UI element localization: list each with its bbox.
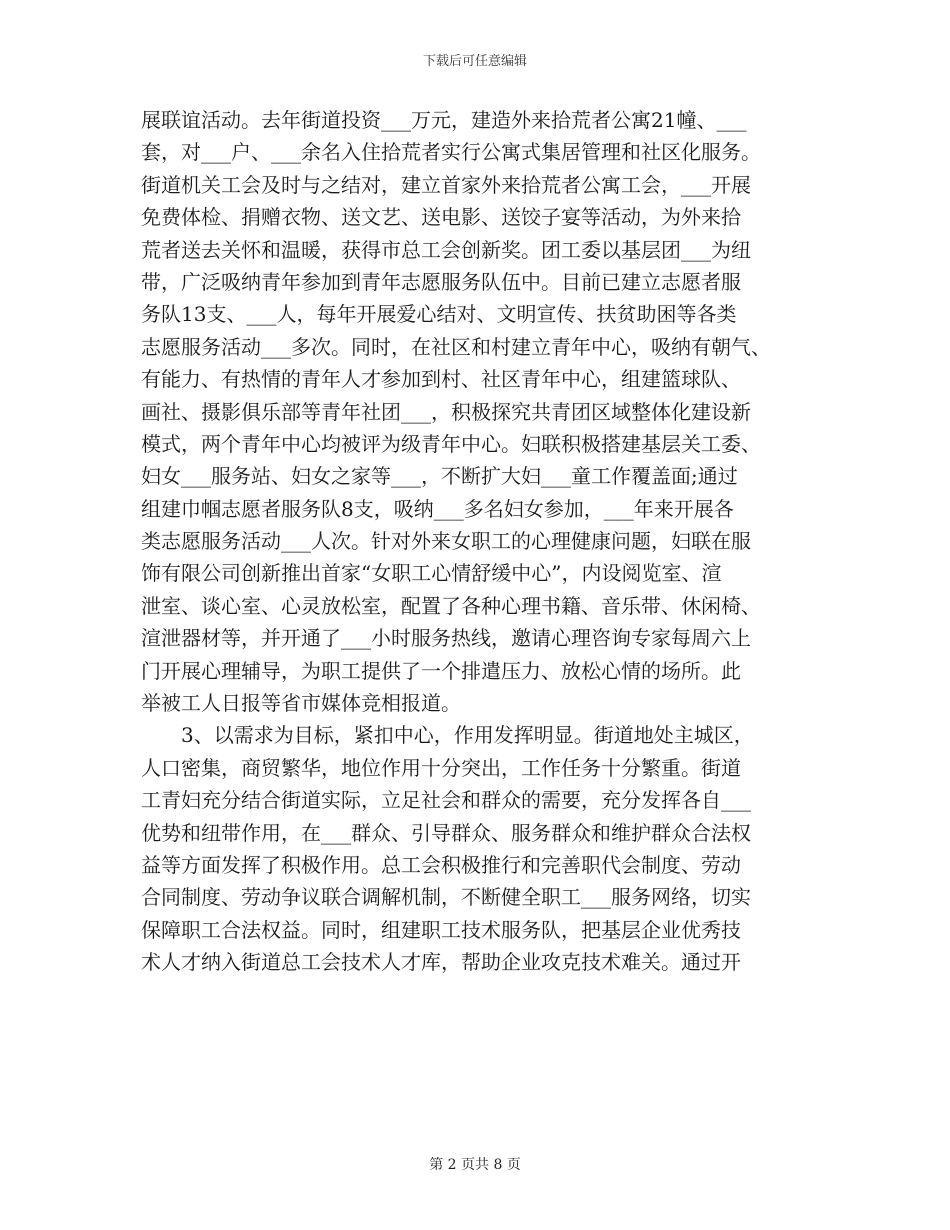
body-line: 街道机关工会及时与之结对，建立首家外来拾荒者公寓工会，___开展 [141,172,751,197]
page-header-note: 下载后可任意编辑 [422,54,527,69]
body-line: 妇女___服务站、妇女之家等___，不断扩大妇___童工作覆盖面;通过 [141,464,738,489]
body-line: 益等方面发挥了积极作用。总工会积极推行和完善职代会制度、劳动 [141,852,741,877]
body-line: 模式，两个青年中心均被评为级青年中心。妇联积极搭建基层关工委、 [141,431,761,456]
page-number-footer: 第 2 页共 8 页 [429,1157,521,1173]
body-line: 画社、摄影俱乐部等青年社团___，积极探究共青团区域整体化建设新 [141,399,751,424]
body-line: 人口密集，商贸繁华，地位作用十分突出，工作任务十分繁重。街道 [141,755,741,780]
body-line: 举被工人日报等省市媒体竞相报道。 [141,691,461,716]
body-line: 组建巾帼志愿者服务队8支，吸纳___多名妇女参加，___年来开展各 [141,496,734,521]
body-line: 荒者送去关怀和温暖，获得市总工会创新奖。团工委以基层团___为纽 [141,237,751,262]
body-line: 类志愿服务活动___人次。针对外来女职工的心理健康问题，妇联在服 [141,529,751,554]
body-line: 带，广泛吸纳青年参加到青年志愿服务队伍中。目前已建立志愿者服 [141,269,741,294]
body-line: 合同制度、劳动争议联合调解机制，不断健全职工___服务网络，切实 [141,885,751,910]
body-line: 免费体检、捐赠衣物、送文艺、送电影、送饺子宴等活动，为外来拾 [141,205,741,230]
body-line: 展联谊活动。去年街道投资___万元，建造外来拾荒者公寓21幢、___ [141,108,747,132]
body-line: 保障职工合法权益。同时，组建职工技术服务队，把基层企业优秀技 [141,917,741,942]
document-body [141,104,821,979]
body-line: 术人才纳入街道总工会技术人才库，帮助企业攻克技术难关。通过开 [141,950,741,975]
body-line: 志愿服务活动___多次。同时，在社区和村建立青年中心，吸纳有朝气、 [141,334,771,359]
body-line: 饰有限公司创新推出首家“女职工心情舒缓中心”，内设阅览室、渲 [141,561,722,586]
body-line: 优势和纽带作用，在___群众、引导群众、服务群众和维护群众合法权 [141,820,751,845]
body-line: 务队13支、___人，每年开展爱心结对、文明宣传、扶贫助困等各类 [141,302,737,327]
body-line: 泄室、谈心室、心灵放松室，配置了各种心理书籍、音乐带、休闲椅、 [141,593,761,618]
body-line: 工青妇充分结合街道实际，立足社会和群众的需要，充分发挥各自___ [141,788,751,813]
body-line: 渲泄器材等，并开通了___小时服务热线，邀请心理咨询专家每周六上 [141,626,751,651]
body-line: 3、以需求为目标，紧扣中心，作用发挥明显。街道地处主城区， [141,723,754,748]
body-line: 门开展心理辅导，为职工提供了一个排遣压力、放松心情的场所。此 [141,658,741,683]
body-line: 有能力、有热情的青年人才参加到村、社区青年中心，组建篮球队、 [141,367,741,392]
body-line: 套，对___户、___余名入住拾荒者实行公寓式集居管理和社区化服务。 [141,140,761,165]
